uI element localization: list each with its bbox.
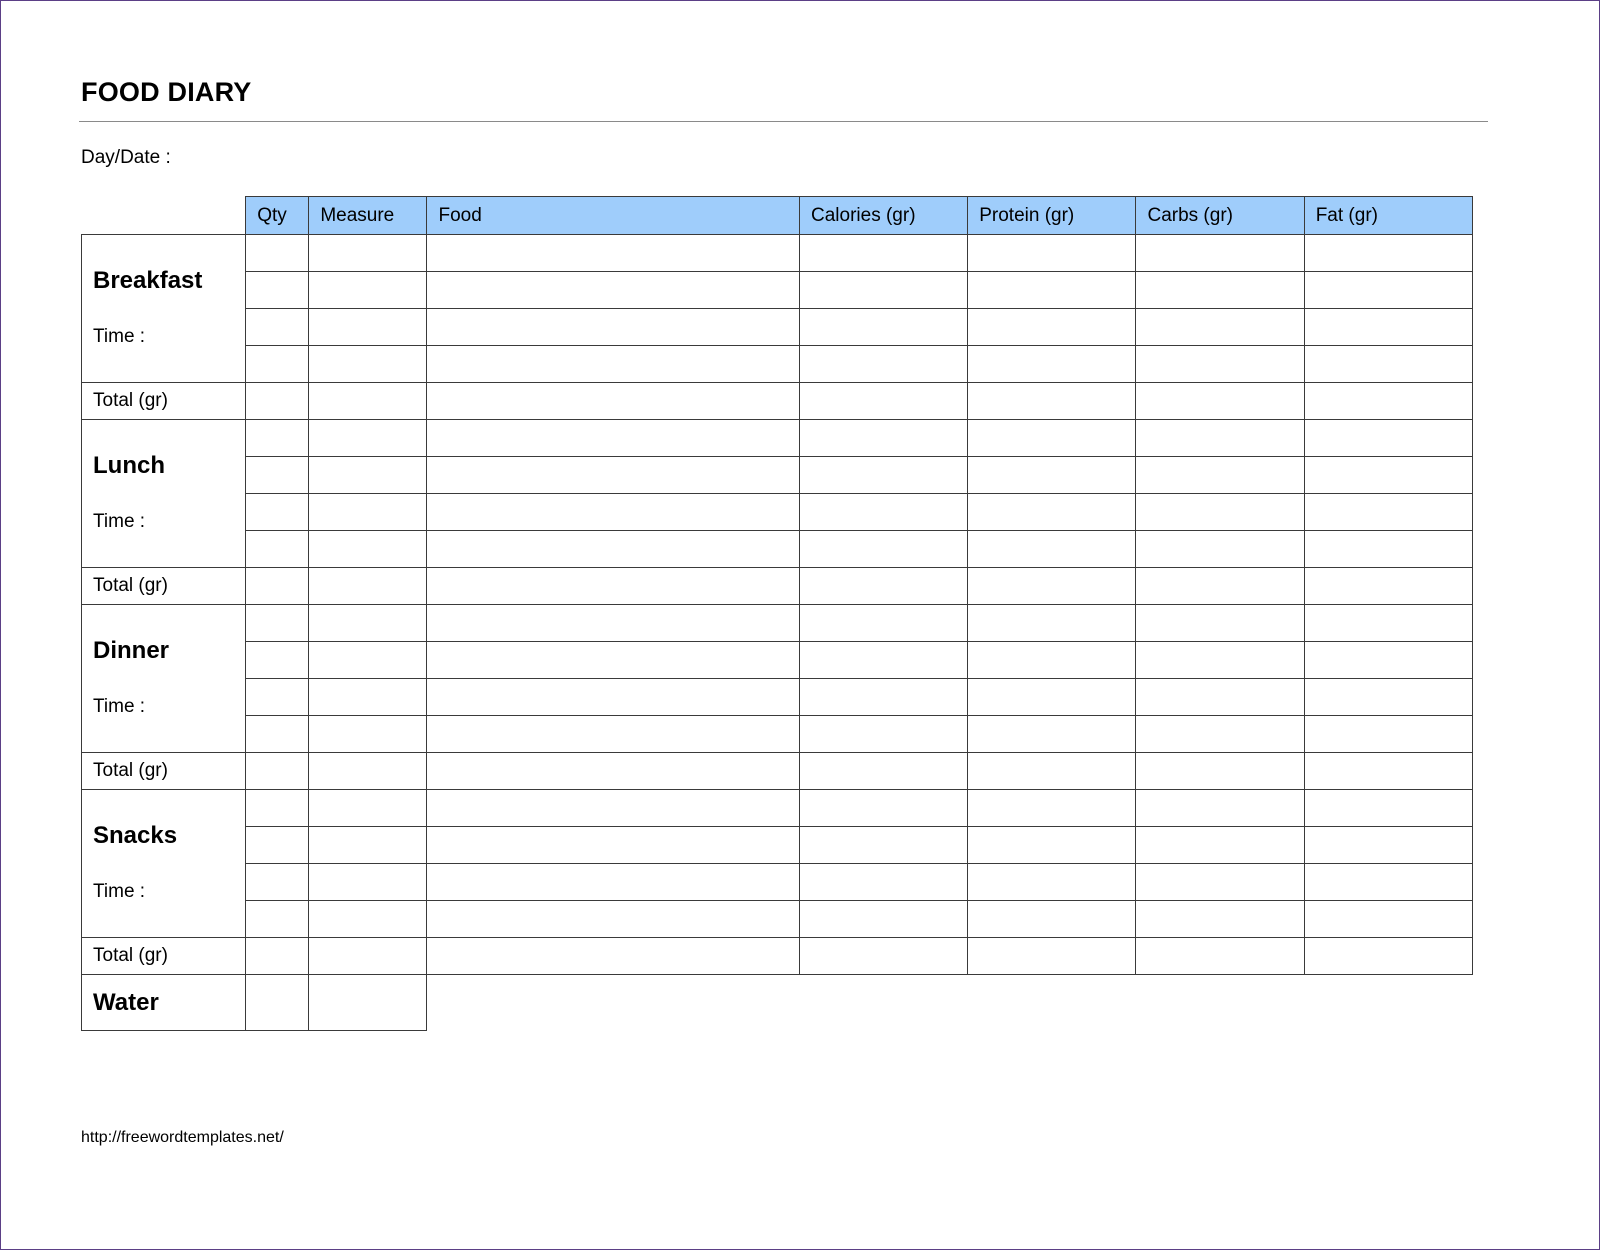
total-cell[interactable] xyxy=(800,938,968,975)
entry-cell[interactable] xyxy=(309,235,427,272)
meal-entry-row xyxy=(82,864,1473,901)
meal-entry-row xyxy=(82,716,1473,753)
entry-cell[interactable] xyxy=(246,901,309,938)
entry-cell[interactable] xyxy=(800,346,968,383)
column-header-carbs: Carbs (gr) xyxy=(1136,197,1304,235)
total-cell[interactable] xyxy=(246,383,309,420)
empty-cell xyxy=(427,975,800,1031)
total-cell[interactable] xyxy=(1136,753,1304,790)
entry-cell[interactable] xyxy=(427,790,800,827)
total-cell[interactable] xyxy=(968,753,1136,790)
entry-cell[interactable] xyxy=(800,309,968,346)
header-corner xyxy=(82,197,246,235)
entry-cell[interactable] xyxy=(1304,679,1472,716)
entry-cell[interactable] xyxy=(1304,420,1472,457)
entry-cell[interactable] xyxy=(1136,531,1304,568)
meal-name: Breakfast xyxy=(93,267,203,294)
total-cell[interactable] xyxy=(968,938,1136,975)
column-header-calories: Calories (gr) xyxy=(800,197,968,235)
entry-cell[interactable] xyxy=(309,716,427,753)
total-label: Total (gr) xyxy=(82,568,246,605)
entry-cell[interactable] xyxy=(427,605,800,642)
total-cell[interactable] xyxy=(1304,753,1472,790)
entry-cell[interactable] xyxy=(800,790,968,827)
entry-cell[interactable] xyxy=(1304,272,1472,309)
entry-cell[interactable] xyxy=(246,716,309,753)
diary-body xyxy=(82,235,1473,1031)
entry-cell[interactable] xyxy=(427,272,800,309)
entry-cell[interactable] xyxy=(427,679,800,716)
entry-cell[interactable] xyxy=(246,827,309,864)
meal-entry-row xyxy=(82,605,1473,642)
entry-cell[interactable] xyxy=(1136,309,1304,346)
total-cell[interactable] xyxy=(1304,383,1472,420)
meal-entry-row xyxy=(82,531,1473,568)
footer-url: http://freewordtemplates.net/ xyxy=(81,1129,284,1146)
entry-cell[interactable] xyxy=(1136,457,1304,494)
total-cell[interactable] xyxy=(309,568,427,605)
meal-time-label[interactable]: Time : xyxy=(93,696,146,717)
total-cell[interactable] xyxy=(1136,568,1304,605)
entry-cell[interactable] xyxy=(246,790,309,827)
meal-entry-row xyxy=(82,309,1473,346)
entry-cell[interactable] xyxy=(968,272,1136,309)
total-cell[interactable] xyxy=(968,568,1136,605)
entry-cell[interactable] xyxy=(800,679,968,716)
entry-cell[interactable] xyxy=(427,864,800,901)
entry-cell[interactable] xyxy=(968,827,1136,864)
total-cell[interactable] xyxy=(1136,938,1304,975)
total-label: Total (gr) xyxy=(82,938,246,975)
entry-cell[interactable] xyxy=(246,642,309,679)
meal-name: Lunch xyxy=(93,452,165,479)
column-header-protein: Protein (gr) xyxy=(968,197,1136,235)
entry-cell[interactable] xyxy=(427,346,800,383)
entry-cell[interactable] xyxy=(427,901,800,938)
entry-cell[interactable] xyxy=(1136,494,1304,531)
total-row xyxy=(82,568,1473,605)
water-cell[interactable] xyxy=(246,975,309,1031)
entry-cell[interactable] xyxy=(968,420,1136,457)
meal-label-cell xyxy=(82,420,246,568)
page-title: FOOD DIARY xyxy=(81,77,252,107)
entry-cell[interactable] xyxy=(427,457,800,494)
total-cell[interactable] xyxy=(246,753,309,790)
entry-cell[interactable] xyxy=(1304,531,1472,568)
entry-cell[interactable] xyxy=(968,494,1136,531)
entry-cell[interactable] xyxy=(800,235,968,272)
entry-cell[interactable] xyxy=(968,457,1136,494)
meal-entry-row xyxy=(82,901,1473,938)
total-cell[interactable] xyxy=(309,753,427,790)
entry-cell[interactable] xyxy=(1136,790,1304,827)
entry-cell[interactable] xyxy=(309,790,427,827)
empty-cell xyxy=(1136,975,1304,1031)
entry-cell[interactable] xyxy=(1136,605,1304,642)
entry-cell[interactable] xyxy=(800,457,968,494)
entry-cell[interactable] xyxy=(968,901,1136,938)
entry-cell[interactable] xyxy=(309,272,427,309)
entry-cell[interactable] xyxy=(1304,716,1472,753)
total-cell[interactable] xyxy=(800,753,968,790)
entry-cell[interactable] xyxy=(968,642,1136,679)
entry-cell[interactable] xyxy=(1304,864,1472,901)
entry-cell[interactable] xyxy=(427,494,800,531)
meal-entry-row xyxy=(82,457,1473,494)
entry-cell[interactable] xyxy=(800,605,968,642)
total-label: Total (gr) xyxy=(82,753,246,790)
total-cell[interactable] xyxy=(1304,938,1472,975)
entry-cell[interactable] xyxy=(800,827,968,864)
entry-cell[interactable] xyxy=(800,642,968,679)
entry-cell[interactable] xyxy=(427,235,800,272)
entry-cell[interactable] xyxy=(246,235,309,272)
entry-cell[interactable] xyxy=(309,864,427,901)
water-label: Water xyxy=(82,975,246,1031)
entry-cell[interactable] xyxy=(1136,901,1304,938)
meal-entry-row xyxy=(82,235,1473,272)
title-divider xyxy=(79,121,1488,122)
entry-cell[interactable] xyxy=(246,272,309,309)
entry-cell[interactable] xyxy=(1136,679,1304,716)
entry-cell[interactable] xyxy=(968,309,1136,346)
column-header-qty: Qty xyxy=(246,197,309,235)
meal-time-label[interactable]: Time : xyxy=(93,881,146,902)
entry-cell[interactable] xyxy=(1136,642,1304,679)
entry-cell[interactable] xyxy=(1136,716,1304,753)
entry-cell[interactable] xyxy=(968,679,1136,716)
entry-cell[interactable] xyxy=(427,827,800,864)
entry-cell[interactable] xyxy=(1304,605,1472,642)
entry-cell[interactable] xyxy=(309,420,427,457)
empty-cell xyxy=(968,975,1136,1031)
entry-cell[interactable] xyxy=(309,642,427,679)
total-row xyxy=(82,938,1473,975)
entry-cell[interactable] xyxy=(1304,309,1472,346)
water-cell[interactable] xyxy=(309,975,427,1031)
entry-cell[interactable] xyxy=(968,235,1136,272)
total-label: Total (gr) xyxy=(82,383,246,420)
entry-cell[interactable] xyxy=(246,309,309,346)
column-header-food: Food xyxy=(427,197,800,235)
entry-cell[interactable] xyxy=(246,346,309,383)
entry-cell[interactable] xyxy=(968,864,1136,901)
entry-cell[interactable] xyxy=(968,531,1136,568)
total-cell[interactable] xyxy=(427,568,800,605)
column-header-fat: Fat (gr) xyxy=(1304,197,1472,235)
empty-cell xyxy=(800,975,968,1031)
total-cell[interactable] xyxy=(427,753,800,790)
entry-cell[interactable] xyxy=(1304,235,1472,272)
meal-entry-row xyxy=(82,494,1473,531)
entry-cell[interactable] xyxy=(246,864,309,901)
total-cell[interactable] xyxy=(309,383,427,420)
entry-cell[interactable] xyxy=(1136,235,1304,272)
entry-cell[interactable] xyxy=(246,605,309,642)
entry-cell[interactable] xyxy=(1304,827,1472,864)
total-cell[interactable] xyxy=(246,568,309,605)
entry-cell[interactable] xyxy=(968,790,1136,827)
entry-cell[interactable] xyxy=(1136,420,1304,457)
meal-label-cell xyxy=(82,235,246,383)
entry-cell[interactable] xyxy=(968,605,1136,642)
entry-cell[interactable] xyxy=(968,716,1136,753)
total-cell[interactable] xyxy=(1304,568,1472,605)
entry-cell[interactable] xyxy=(427,420,800,457)
header-row xyxy=(82,197,1473,235)
entry-cell[interactable] xyxy=(800,272,968,309)
entry-cell[interactable] xyxy=(800,716,968,753)
entry-cell[interactable] xyxy=(800,864,968,901)
entry-cell[interactable] xyxy=(309,309,427,346)
entry-cell[interactable] xyxy=(309,605,427,642)
entry-cell[interactable] xyxy=(1136,864,1304,901)
meal-entry-row xyxy=(82,346,1473,383)
meal-name: Snacks xyxy=(93,822,178,849)
entry-cell[interactable] xyxy=(1304,790,1472,827)
entry-cell[interactable] xyxy=(1304,642,1472,679)
empty-cell xyxy=(1304,975,1472,1031)
entry-cell[interactable] xyxy=(309,679,427,716)
total-row xyxy=(82,383,1473,420)
entry-cell[interactable] xyxy=(1136,827,1304,864)
entry-cell[interactable] xyxy=(246,420,309,457)
entry-cell[interactable] xyxy=(309,901,427,938)
food-diary-table xyxy=(81,196,1473,1031)
entry-cell[interactable] xyxy=(427,309,800,346)
entry-cell[interactable] xyxy=(1304,346,1472,383)
column-header-measure: Measure xyxy=(309,197,427,235)
total-cell[interactable] xyxy=(246,938,309,975)
entry-cell[interactable] xyxy=(800,420,968,457)
meal-time-label[interactable]: Time : xyxy=(93,326,146,347)
meal-entry-row xyxy=(82,679,1473,716)
total-cell[interactable] xyxy=(800,383,968,420)
meal-entry-row xyxy=(82,420,1473,457)
total-cell[interactable] xyxy=(427,938,800,975)
entry-cell[interactable] xyxy=(309,457,427,494)
entry-cell[interactable] xyxy=(427,716,800,753)
entry-cell[interactable] xyxy=(800,901,968,938)
total-cell[interactable] xyxy=(968,383,1136,420)
meal-label-cell xyxy=(82,605,246,753)
entry-cell[interactable] xyxy=(427,531,800,568)
entry-cell[interactable] xyxy=(1136,272,1304,309)
entry-cell[interactable] xyxy=(800,531,968,568)
entry-cell[interactable] xyxy=(246,457,309,494)
water-row xyxy=(82,975,1473,1031)
meal-name: Dinner xyxy=(93,637,170,664)
meal-time-label[interactable]: Time : xyxy=(93,511,146,532)
entry-cell[interactable] xyxy=(309,346,427,383)
meal-entry-row xyxy=(82,790,1473,827)
entry-cell[interactable] xyxy=(309,531,427,568)
entry-cell[interactable] xyxy=(1304,494,1472,531)
meal-entry-row xyxy=(82,272,1473,309)
entry-cell[interactable] xyxy=(246,531,309,568)
entry-cell[interactable] xyxy=(1136,346,1304,383)
total-cell[interactable] xyxy=(800,568,968,605)
entry-cell[interactable] xyxy=(309,494,427,531)
meal-entry-row xyxy=(82,642,1473,679)
total-cell[interactable] xyxy=(309,938,427,975)
entry-cell[interactable] xyxy=(1304,457,1472,494)
entry-cell[interactable] xyxy=(246,679,309,716)
entry-cell[interactable] xyxy=(309,827,427,864)
total-row xyxy=(82,753,1473,790)
day-date-label: Day/Date : xyxy=(81,147,171,168)
entry-cell[interactable] xyxy=(800,494,968,531)
entry-cell[interactable] xyxy=(427,642,800,679)
entry-cell[interactable] xyxy=(1304,901,1472,938)
total-cell[interactable] xyxy=(1136,383,1304,420)
entry-cell[interactable] xyxy=(968,346,1136,383)
meal-label-cell xyxy=(82,790,246,938)
total-cell[interactable] xyxy=(427,383,800,420)
meal-entry-row xyxy=(82,827,1473,864)
entry-cell[interactable] xyxy=(246,494,309,531)
